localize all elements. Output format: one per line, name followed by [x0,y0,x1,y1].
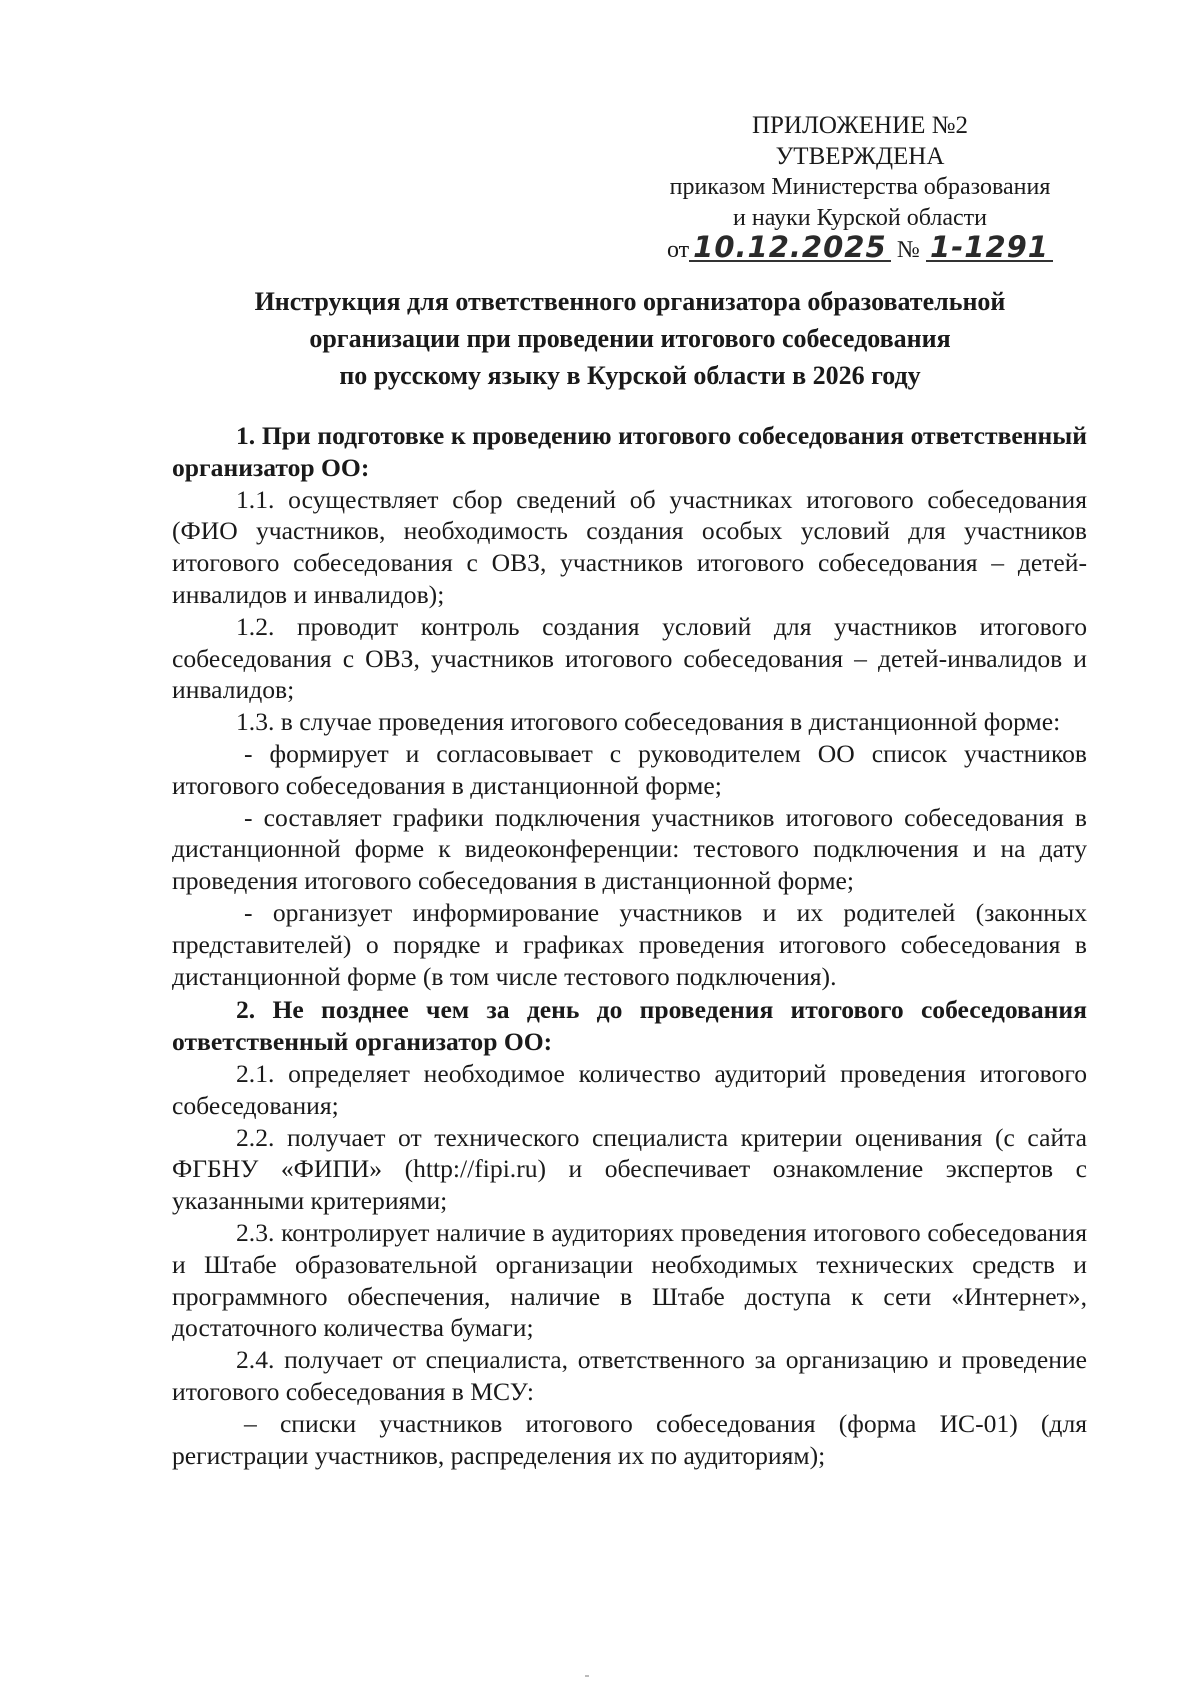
item-1-3-b: - составляет графики подключения участников итогового собеседования в дистанционной форме к видеоконференции: тестового подключения и на дату проведения итогового собеседования в дистанционной форме; [172,802,1087,896]
item-1-3: 1.3. в случае проведения итогового собеседования в дистанционной форме: [236,707,1061,737]
document-title [165,283,1095,394]
document-body [172,420,1087,1471]
order-line-1: приказом Министерства образования [669,174,1051,200]
section-2-heading: 2. Не позднее чем за день до проведения итогового собеседования ответственный организатор ОО: [172,995,1087,1057]
item-1-3-c: - организует информирование участников и их родителей (законных представителей) о порядке и графиках проведения итогового собеседования в дистанционной форме (в том числе тестового подключения). [172,897,1087,991]
title-line-3: по русскому языку в Курской области в 2026 году [339,361,921,390]
approved-label: УТВЕРЖДЕНА [775,143,945,170]
item-1-2: 1.2. проводит контроль создания условий для участников итогового собеседования с ОВЗ, участников итогового собеседования – детей-инвалидов и инвалидов; [172,611,1087,705]
scan-speck [585,1675,589,1677]
title-line-2: организации при проведении итогового собеседования [309,324,951,353]
approval-header [640,110,1080,270]
item-2-2: 2.2. получает от технического специалиста критерии оценивания (с сайта ФГБНУ «ФИПИ» (http://fipi.ru) и обеспечивает ознакомление экспертов с указанными критериями; [172,1122,1087,1216]
handwritten-date: 10.12.2025 [689,234,890,262]
section-1-heading: 1. При подготовке к проведению итогового собеседования ответственный организатор ОО: [172,421,1087,482]
from-label: от [667,237,690,263]
number-label: № [896,237,920,263]
appendix-label: ПРИЛОЖЕНИЕ №2 [751,112,969,139]
item-2-4: 2.4. получает от специалиста, ответственного за организацию и проведение итогового собеседования в МСУ: [172,1345,1087,1406]
item-2-1: 2.1. определяет необходимое количество аудиторий проведения итогового собеседования; [172,1058,1087,1120]
item-1-3-a: - формирует и согласовывает с руководителем ОО список участников итогового собеседования в дистанционной форме; [172,738,1087,800]
order-date-number [640,230,1080,270]
handwritten-number: 1-1291 [926,234,1053,262]
item-1-1: 1.1. осуществляет сбор сведений об участниках итогового собеседования (ФИО участников, необходимость создания особых условий для участников итогового собеседования с ОВЗ, участников итогового собеседования – детей-инвалидов и инвалидов); [172,484,1087,609]
item-2-3: 2.3. контролирует наличие в аудиториях проведения итогового собеседования и Штабе образовательной организации необходимых технических средств и программного обеспечения, наличие в Штабе доступа к сети «Интернет», достаточного количества бумаги; [172,1217,1087,1343]
item-2-4-a: – списки участников итогового собеседования (форма ИС-01) (для регистрации участников, распределения их по аудиториям); [172,1408,1087,1470]
order-line-2: и науки Курской области [733,205,987,231]
title-line-1: Инструкция для ответственного организатора образовательной [254,287,1006,316]
